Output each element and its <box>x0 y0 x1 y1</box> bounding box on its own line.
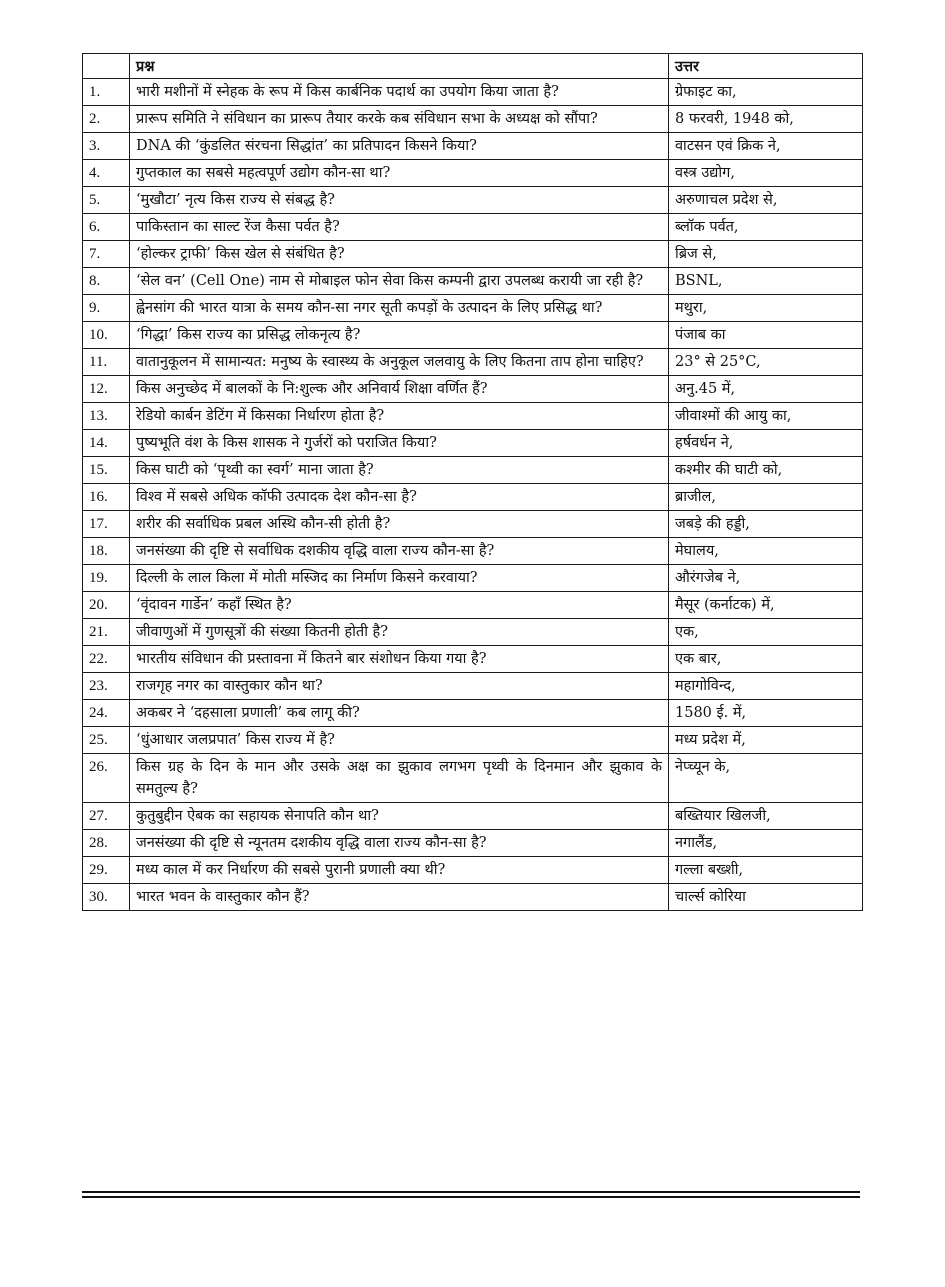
row-answer: 1580 ई. में, <box>669 700 863 727</box>
row-answer: ब्लॉक पर्वत, <box>669 214 863 241</box>
row-number: 7. <box>83 241 130 268</box>
row-answer: हर्षवर्धन ने, <box>669 430 863 457</box>
table-row <box>83 565 863 592</box>
table-row <box>83 538 863 565</box>
row-question: अकबर ने ‘दहसाला प्रणाली’ कब लागू की? <box>130 700 669 727</box>
row-question: शरीर की सर्वाधिक प्रबल अस्थि कौन-सी होती है? <box>130 511 669 538</box>
row-number: 19. <box>83 565 130 592</box>
row-number: 17. <box>83 511 130 538</box>
row-answer: ब्रिज से, <box>669 241 863 268</box>
row-question: पुष्यभूति वंश के किस शासक ने गुर्जरों को पराजित किया? <box>130 430 669 457</box>
row-question: गुप्तकाल का सबसे महत्वपूर्ण उद्योग कौन-सा था? <box>130 160 669 187</box>
row-question: पाकिस्तान का साल्ट रेंज कैसा पर्वत है? <box>130 214 669 241</box>
row-answer: जीवाश्मों की आयु का, <box>669 403 863 430</box>
row-answer: अनु.45 में, <box>669 376 863 403</box>
row-question: ‘मुखौटा’ नृत्य किस राज्य से संबद्ध है? <box>130 187 669 214</box>
row-answer: मेघालय, <box>669 538 863 565</box>
row-question: राजगृह नगर का वास्तुकार कौन था? <box>130 673 669 700</box>
row-answer: पंजाब का <box>669 322 863 349</box>
row-number: 29. <box>83 857 130 884</box>
row-question: भारी मशीनों में स्नेहक के रूप में किस कार्बनिक पदार्थ का उपयोग किया जाता है? <box>130 79 669 106</box>
row-question: वातानुकूलन में सामान्यत: मनुष्य के स्वास्थ्य के अनुकूल जलवायु के लिए कितना ताप होना चाहिए? <box>130 349 669 376</box>
row-answer: नेप्च्यून के, <box>669 754 863 803</box>
row-question: जनसंख्या की दृष्टि से सर्वाधिक दशकीय वृद्धि वाला राज्य कौन-सा है? <box>130 538 669 565</box>
footer-rule-bottom <box>82 1196 860 1198</box>
table-row <box>83 511 863 538</box>
row-question: दिल्ली के लाल किला में मोती मस्जिद का निर्माण किसने करवाया? <box>130 565 669 592</box>
row-number: 5. <box>83 187 130 214</box>
row-question: विश्व में सबसे अधिक कॉफी उत्पादक देश कौन-सा है? <box>130 484 669 511</box>
table-row <box>83 322 863 349</box>
row-question: ‘सेल वन’ (Cell One) नाम से मोबाइल फोन सेवा किस कम्पनी द्वारा उपलब्ध करायी जा रही है? <box>130 268 669 295</box>
table-row <box>83 884 863 911</box>
row-number: 6. <box>83 214 130 241</box>
row-number: 22. <box>83 646 130 673</box>
row-number: 23. <box>83 673 130 700</box>
row-question: ‘गिद्धा’ किस राज्य का प्रसिद्ध लोकनृत्य है? <box>130 322 669 349</box>
row-number: 2. <box>83 106 130 133</box>
row-question: मध्य काल में कर निर्धारण की सबसे पुरानी प्रणाली क्या थी? <box>130 857 669 884</box>
row-number: 18. <box>83 538 130 565</box>
row-answer: ब्राजील, <box>669 484 863 511</box>
row-answer: मैसूर (कर्नाटक) में, <box>669 592 863 619</box>
row-answer: एक बार, <box>669 646 863 673</box>
table-row <box>83 187 863 214</box>
row-number: 10. <box>83 322 130 349</box>
row-number: 13. <box>83 403 130 430</box>
row-question: कुतुबुद्दीन ऐबक का सहायक सेनापति कौन था? <box>130 803 669 830</box>
row-answer: 23° से 25°C, <box>669 349 863 376</box>
row-answer: 8 फरवरी, 1948 को, <box>669 106 863 133</box>
row-number: 30. <box>83 884 130 911</box>
row-question: ह्वेनसांग की भारत यात्रा के समय कौन-सा नगर सूती कपड़ों के उत्पादन के लिए प्रसिद्ध था? <box>130 295 669 322</box>
table-row <box>83 727 863 754</box>
row-answer: औरंगजेब ने, <box>669 565 863 592</box>
row-answer: मथुरा, <box>669 295 863 322</box>
row-number: 11. <box>83 349 130 376</box>
row-number: 8. <box>83 268 130 295</box>
table-row <box>83 241 863 268</box>
row-question: किस घाटी को ‘पृथ्वी का स्वर्ग’ माना जाता है? <box>130 457 669 484</box>
qa-table <box>82 53 863 911</box>
row-question: किस अनुच्छेद में बालकों के नि:शुल्क और अनिवार्य शिक्षा वर्णित हैं? <box>130 376 669 403</box>
header-answer: उत्तर <box>669 54 863 79</box>
table-body <box>83 79 863 911</box>
row-question: भारतीय संविधान की प्रस्तावना में कितने बार संशोधन किया गया है? <box>130 646 669 673</box>
table-row <box>83 403 863 430</box>
footer-rule-top <box>82 1191 860 1193</box>
row-answer: वस्त्र उद्योग, <box>669 160 863 187</box>
row-answer: महागोविन्द, <box>669 673 863 700</box>
row-answer: गल्ला बख्शी, <box>669 857 863 884</box>
row-answer: वाटसन एवं क्रिक ने, <box>669 133 863 160</box>
row-number: 27. <box>83 803 130 830</box>
row-answer: अरुणाचल प्रदेश से, <box>669 187 863 214</box>
row-number: 3. <box>83 133 130 160</box>
row-answer: कश्मीर की घाटी को, <box>669 457 863 484</box>
table-row <box>83 268 863 295</box>
table-header <box>83 54 863 79</box>
row-answer: एक, <box>669 619 863 646</box>
table-row <box>83 484 863 511</box>
table-row <box>83 457 863 484</box>
row-answer: चार्ल्स कोरिया <box>669 884 863 911</box>
row-question: रेडियो कार्बन डेटिंग में किसका निर्धारण होता है? <box>130 403 669 430</box>
table-row <box>83 133 863 160</box>
row-answer: ग्रेफाइट का, <box>669 79 863 106</box>
table-row <box>83 857 863 884</box>
table-row <box>83 106 863 133</box>
row-answer: नगालैंड, <box>669 830 863 857</box>
table-row <box>83 700 863 727</box>
row-question: ‘धुंआधार जलप्रपात’ किस राज्य में है? <box>130 727 669 754</box>
table-row <box>83 646 863 673</box>
row-question: ‘होल्कर ट्राफी’ किस खेल से संबंधित है? <box>130 241 669 268</box>
row-answer: बख्तियार खिलजी, <box>669 803 863 830</box>
row-number: 4. <box>83 160 130 187</box>
row-number: 14. <box>83 430 130 457</box>
table-row <box>83 803 863 830</box>
row-number: 26. <box>83 754 130 803</box>
row-question: भारत भवन के वास्तुकार कौन हैं? <box>130 884 669 911</box>
row-number: 21. <box>83 619 130 646</box>
row-number: 25. <box>83 727 130 754</box>
table-row <box>83 592 863 619</box>
table-row <box>83 430 863 457</box>
row-answer: BSNL, <box>669 268 863 295</box>
row-question: जनसंख्या की दृष्टि से न्यूनतम दशकीय वृद्धि वाला राज्य कौन-सा है? <box>130 830 669 857</box>
table-row <box>83 619 863 646</box>
row-question: ‘वृंदावन गार्डेन’ कहाँ स्थित है? <box>130 592 669 619</box>
table-row <box>83 376 863 403</box>
row-number: 12. <box>83 376 130 403</box>
table-row <box>83 673 863 700</box>
header-question: प्रश्न <box>130 54 669 79</box>
row-number: 16. <box>83 484 130 511</box>
row-question: जीवाणुओं में गुणसूत्रों की संख्या कितनी होती है? <box>130 619 669 646</box>
table-row <box>83 349 863 376</box>
row-answer: जबड़े की हड्डी, <box>669 511 863 538</box>
header-row <box>83 54 863 79</box>
table-row <box>83 830 863 857</box>
row-number: 1. <box>83 79 130 106</box>
row-number: 24. <box>83 700 130 727</box>
table-row <box>83 79 863 106</box>
row-question: DNA की ‘कुंडलित संरचना सिद्धांत’ का प्रतिपादन किसने किया? <box>130 133 669 160</box>
row-question: प्रारूप समिति ने संविधान का प्रारूप तैयार करके कब संविधान सभा के अध्यक्ष को सौंपा? <box>130 106 669 133</box>
row-number: 9. <box>83 295 130 322</box>
row-question: किस ग्रह के दिन के मान और उसके अक्ष का झुकाव लगभग पृथ्वी के दिनमान और झुकाव के समतुल्य है? <box>130 754 669 803</box>
table-row <box>83 160 863 187</box>
table-row <box>83 214 863 241</box>
row-answer: मध्य प्रदेश में, <box>669 727 863 754</box>
row-number: 15. <box>83 457 130 484</box>
table-row <box>83 754 863 803</box>
row-number: 28. <box>83 830 130 857</box>
row-number: 20. <box>83 592 130 619</box>
table-row <box>83 295 863 322</box>
header-number <box>83 54 130 79</box>
